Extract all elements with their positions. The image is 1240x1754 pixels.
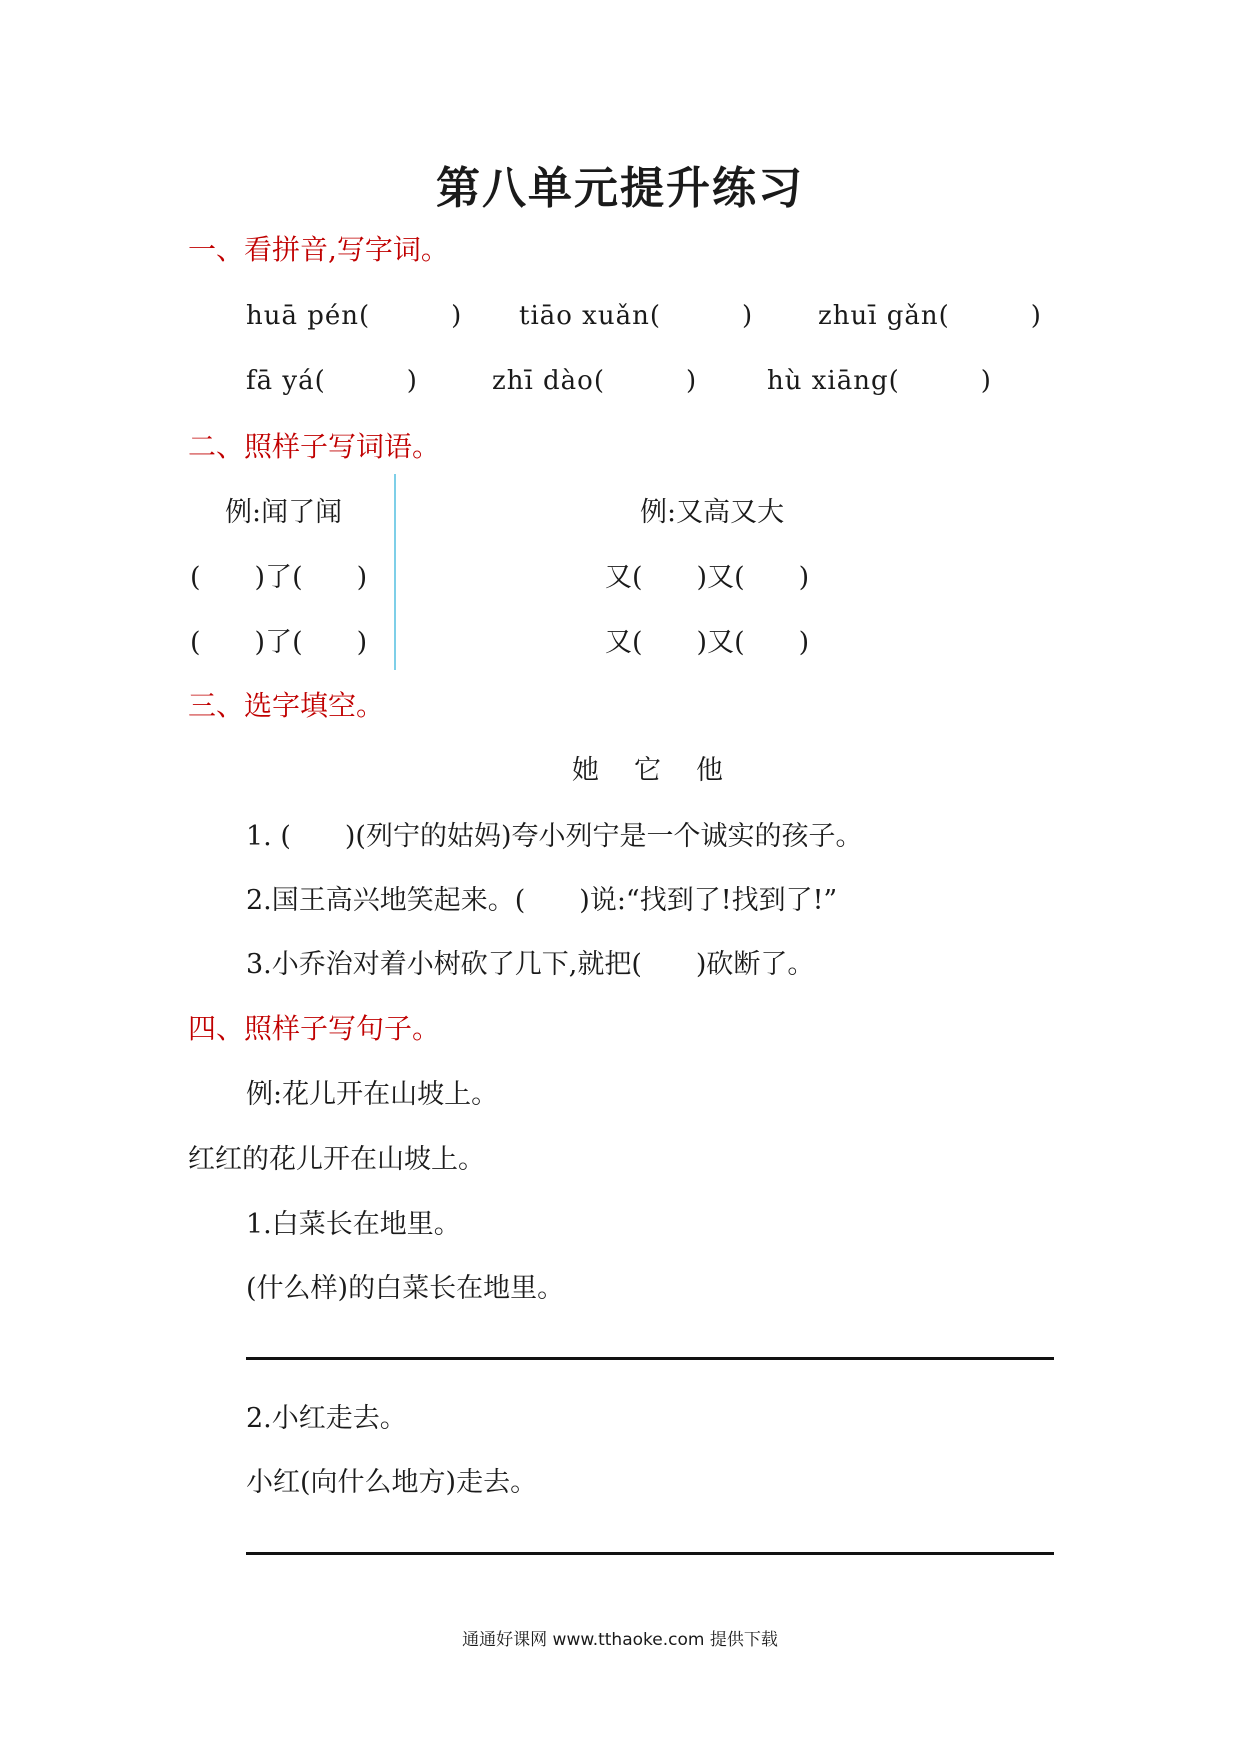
right-blank-row: 又( )又( ) (605, 562, 810, 593)
sentence-example: 例:花儿开在山坡上。 (246, 1079, 499, 1110)
section-2-heading: 二、照样子写词语。 (188, 430, 441, 463)
section-4-heading: 四、照样子写句子。 (188, 1012, 441, 1045)
sentence-question-2: 2.小红走去。 (246, 1403, 407, 1434)
column-divider (394, 474, 396, 670)
left-blank-row: ( )了( ) (190, 562, 368, 593)
pinyin-item: huā pén( ) (246, 301, 463, 331)
question-1: 1. ( )(列宁的姑妈)夸小列宁是一个诚实的孩子。 (246, 821, 863, 852)
pinyin-item: zhuī gǎn( ) (818, 301, 1042, 331)
pinyin-item: zhī dào( ) (492, 366, 698, 396)
sentence-prompt-1: (什么样)的白菜长在地里。 (246, 1273, 565, 1304)
sentence-question-1: 1.白菜长在地里。 (246, 1209, 461, 1240)
sentence-prompt-2: 小红(向什么地方)走去。 (246, 1467, 538, 1498)
left-blank-row: ( )了( ) (190, 627, 368, 658)
section-1-heading: 一、看拼音,写字词。 (188, 233, 449, 266)
answer-line[interactable] (246, 1357, 1054, 1360)
section-3-heading: 三、选字填空。 (188, 689, 385, 722)
question-3: 3.小乔治对着小树砍了几下,就把( )砍断了。 (246, 949, 815, 980)
pinyin-item: hù xiāng( ) (767, 366, 992, 396)
page-title: 第八单元提升练习 (436, 163, 804, 214)
right-example: 例:又高又大 (640, 497, 785, 528)
footer-credit: 通通好课网 www.tthaoke.com 提供下载 (462, 1630, 778, 1650)
answer-line[interactable] (246, 1552, 1054, 1555)
pinyin-item: tiāo xuǎn( ) (519, 301, 754, 331)
sentence-example-answer: 红红的花儿开在山坡上。 (188, 1144, 485, 1175)
word-options: 她 它 他 (572, 755, 727, 786)
left-example: 例:闻了闻 (225, 497, 343, 528)
question-2: 2.国王高兴地笑起来。( )说:“找到了!找到了!” (246, 885, 838, 916)
pinyin-item: fā yá( ) (246, 366, 418, 396)
right-blank-row: 又( )又( ) (605, 627, 810, 658)
